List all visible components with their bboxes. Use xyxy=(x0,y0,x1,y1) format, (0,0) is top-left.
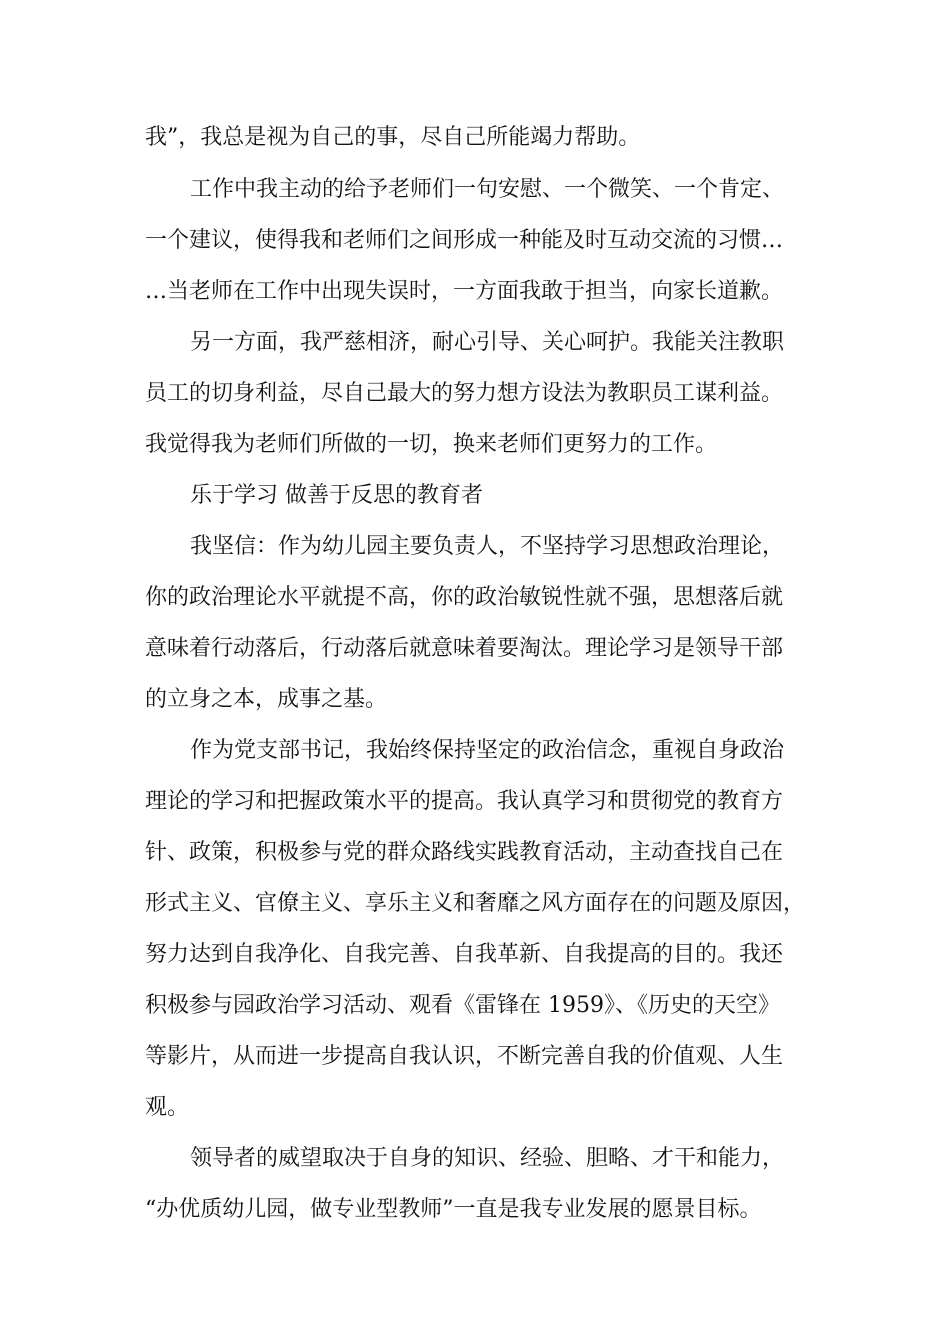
text-line: 形式主义、官僚主义、享乐主义和奢靡之风方面存在的问题及原因， xyxy=(145,891,806,916)
text-line: 我”，我总是视为自己的事，尽自己所能竭力帮助。 xyxy=(145,125,641,150)
text-line: 我觉得我为老师们所做的一切，换来老师们更努力的工作。 xyxy=(145,432,718,457)
text-line: 另一方面，我严慈相济，耐心引导、关心呵护。我能关注教职 xyxy=(190,330,785,355)
text-line: 的立身之本，成事之基。 xyxy=(145,687,388,712)
text-line: 员工的切身利益，尽自己最大的努力想方设法为教职员工谋利益。 xyxy=(145,381,784,406)
text-line: 努力达到自我净化、自我完善、自我革新、自我提高的目的。我还 xyxy=(145,942,784,967)
section-heading: 乐于学习 做善于反思的教育者 xyxy=(190,483,483,508)
text-line: 针、政策，积极参与党的群众路线实践教育活动，主动查找自己在 xyxy=(145,840,784,865)
text-line: 观。 xyxy=(145,1095,190,1120)
text-line: 我坚信：作为幼儿园主要负责人，不坚持学习思想政治理论， xyxy=(190,534,785,559)
text-line: 理论的学习和把握政策水平的提高。我认真学习和贯彻党的教育方 xyxy=(145,789,784,814)
text-line: 等影片，从而进一步提高自我认识，不断完善自我的价值观、人生 xyxy=(145,1044,784,1069)
text-line: 工作中我主动的给予老师们一句安慰、一个微笑、一个肯定、 xyxy=(190,177,785,202)
text-line: 意味着行动落后，行动落后就意味着要淘汰。理论学习是领导干部 xyxy=(145,636,784,661)
text-line: “办优质幼儿园，做专业型教师”一直是我专业发展的愿景目标。 xyxy=(145,1197,762,1222)
text-line: 你的政治理论水平就提不高，你的政治敏锐性就不强，思想落后就 xyxy=(145,585,784,610)
text-line: 积极参与园政治学习活动、观看《雷锋在 1959》、《历史的天空》 xyxy=(145,993,780,1018)
text-line: 一个建议，使得我和老师们之间形成一种能及时互动交流的习惯… xyxy=(145,228,784,253)
text-line: 作为党支部书记，我始终保持坚定的政治信念，重视自身政治 xyxy=(190,738,785,763)
text-line: 领导者的威望取决于自身的知识、经验、胆略、才干和能力， xyxy=(190,1146,785,1171)
text-line: …当老师在工作中出现失误时，一方面我敢于担当，向家长道歉。 xyxy=(145,279,784,304)
